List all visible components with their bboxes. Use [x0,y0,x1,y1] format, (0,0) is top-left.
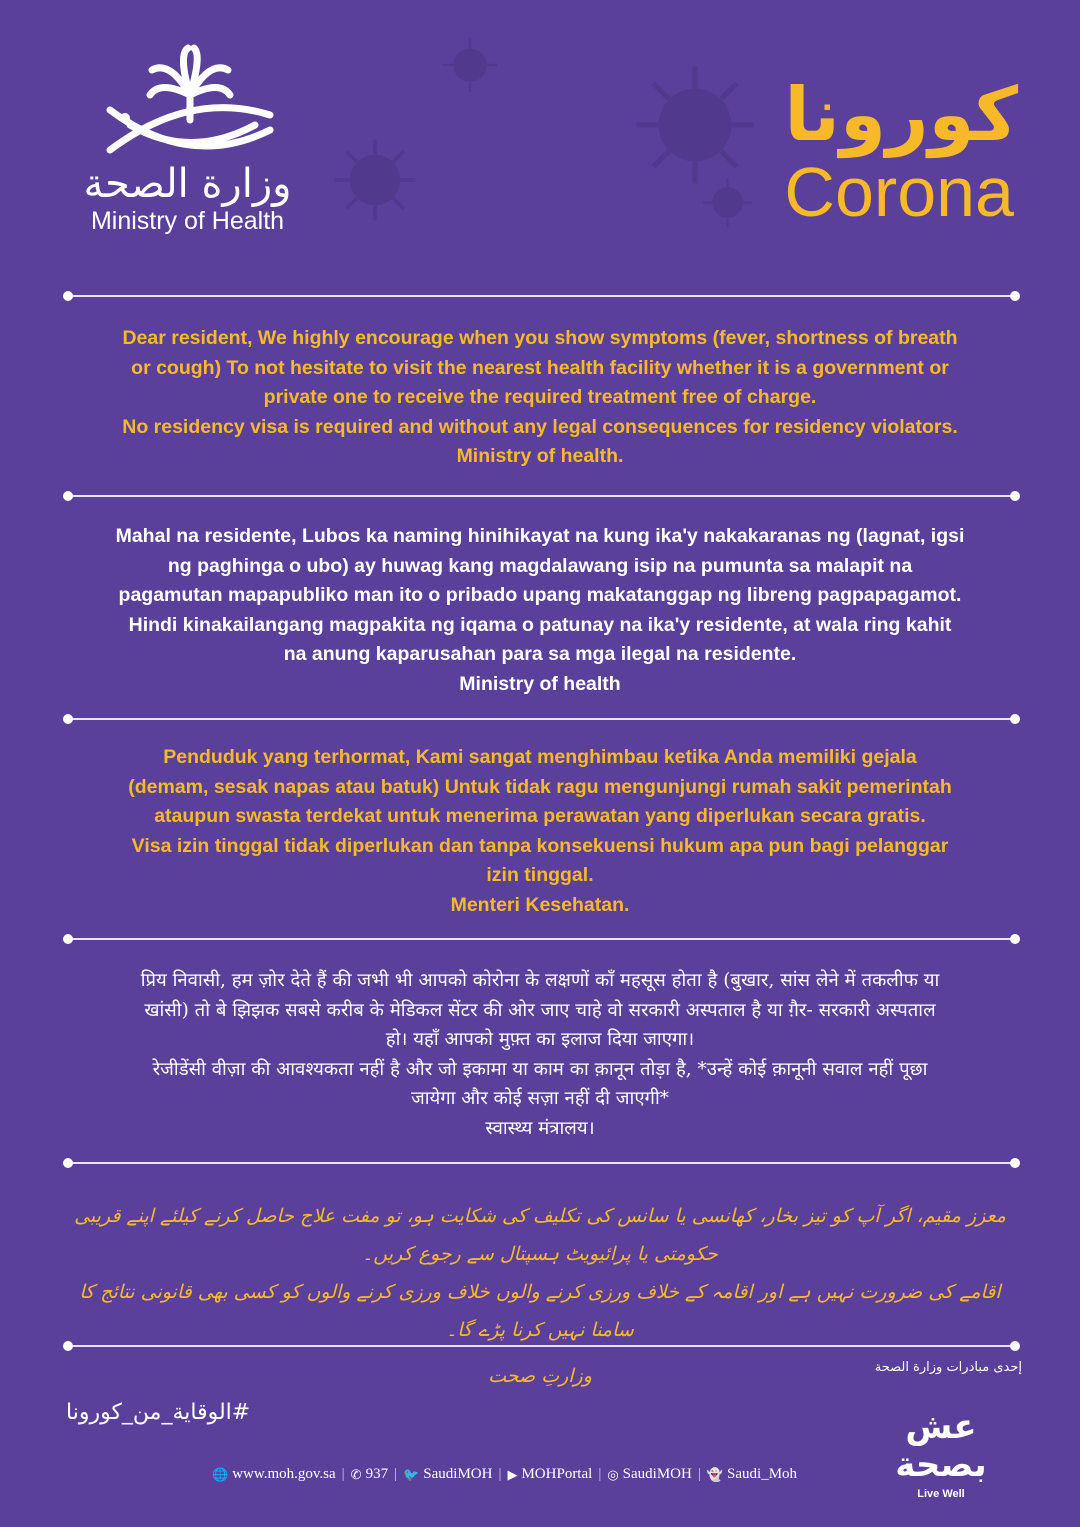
website-link[interactable] [212,1466,336,1483]
separator: | [598,1466,602,1482]
message-line: Mahal na residente, Lubos ka naming hinihikayat na kung ika'y nakakaranas ng (lagnat, igsi [115,525,965,547]
virus-decoration-icon [700,175,755,230]
twitter-icon: 🐦 [403,1466,420,1482]
message-line: (demam, sesak napas atau batuk) Untuk tidak ragu mengunjungi rumah sakit pemerintah [128,775,952,798]
ministry-name-english: Ministry of Health [90,207,285,235]
message-line: ataupun swasta terdekat untuk menerima perawatan yang diperlukan secara gratis. [154,805,926,827]
twitter-link[interactable] [403,1466,492,1483]
divider [68,718,1015,720]
message-line: izin tinggal. [486,864,594,886]
youtube-icon: ▶ [507,1466,518,1482]
message-signature: Ministry of health. [456,445,624,467]
message-line: ng paghinga o ubo) ay huwag kang magdalawang isip na pumunta sa malapit na [167,554,913,577]
separator: | [341,1466,345,1482]
snapchat-link[interactable] [707,1466,797,1483]
message-line: Penduduk yang terhormat, Kami sangat menghimbau ketika Anda memiliki gejala [163,746,917,768]
message-line: प्रिय निवासी, हम ज़ोर देते हैं की जभी भी आपको कोरोना के लक्षणों काँ महसूस होता है (बुखार, सांस लेने में तकलीफ या [140,970,940,991]
message-english [55,324,1025,472]
instagram-link[interactable] [607,1466,692,1483]
message-line: or cough) To not hesitate to visit the nearest health facility whether it is a government or [131,356,949,379]
title-arabic: كورونا [784,72,1018,158]
social-label: 937 [365,1466,389,1482]
social-label: SaudiMOH [423,1466,493,1482]
social-links [212,1466,797,1483]
message-signature: وزارتِ صحت [488,1365,592,1387]
message-signature: Menteri Kesehatan. [450,893,630,916]
instagram-icon: ◎ [607,1466,619,1482]
initiative-note: إحدى مبادرات وزارة الصحة [874,1360,1022,1375]
message-line: No residency visa is required and without any legal consequences for residency violators. [122,415,958,438]
divider [68,295,1015,297]
hashtag[interactable]: #الوقاية_من_كورونا [66,1400,251,1425]
separator: | [394,1466,398,1482]
divider [68,938,1015,940]
separator: | [697,1466,701,1482]
message-indonesian [55,743,1025,920]
social-label: SaudiMOH [622,1466,692,1482]
divider [68,1162,1015,1164]
phone-icon: ✆ [350,1466,362,1482]
message-line: Dear resident, We highly encourage when you show symptoms (fever, shortness of breath [122,327,958,349]
message-line: रेजीडेंसी वीज़ा की आवश्यकता नहीं है और जो इकामा या काम का क़ानून तोड़ा है, *उन्हें कोई क़ानूनी सवाल नहीं पूछा [152,1058,928,1080]
virus-decoration-icon [440,35,500,95]
message-line: Visa izin tinggal tidak diperlukan dan tanpa konsekuensi hukum apa pun bagi pelanggar [131,834,949,857]
live-well-logo [886,1407,996,1500]
message-line: na anung kaparusahan para sa mga ilegal na residente. [283,643,797,665]
ministry-name-arabic: وزارة الصحة [83,161,292,207]
message-line: Hindi kinakailangang magpakita ng iqama o patunay na ika'y residente, at wala ring kahit [128,613,952,636]
message-line: जायेगा और कोई सज़ा नहीं दी जाएगी* [410,1088,670,1109]
snapchat-icon: 👻 [706,1466,724,1482]
globe-icon: 🌐 [212,1466,229,1482]
message-hindi [55,966,1025,1143]
message-signature: Ministry of health [459,672,621,695]
live-well-arabic: عش بصحة [895,1407,987,1485]
social-label: MOHPortal [521,1466,593,1482]
virus-decoration-icon [330,135,420,225]
message-line: معزز مقیم، اگر آپ کو تیز بخار، کھانسی یا سانس کی تکلیف کی شکایت ہو، تو مفت علاج حاصل کرنے کیلئے اپنے قریبی حکومتی یا پرائیویٹ ہسپتال سے رجوع کریں۔ [74,1205,1006,1265]
separator: | [498,1466,502,1482]
divider [68,495,1015,497]
virus-decoration-icon [630,60,760,190]
message-tagalog [55,522,1025,699]
title-english: Corona [784,153,1014,231]
message-line: pagamutan mapapubliko man ito o pribado upang makatanggap ng libreng pagpapagamot. [118,584,962,606]
social-label: Saudi_Moh [727,1466,798,1482]
social-label: www.moh.gov.sa [232,1466,336,1482]
message-line: खांसी) तो बे झिझक सबसे करीब के मेडिकल सेंटर की ओर जाए चाहे वो सरकारी अस्पताल है या ग़ैर- सरकारी अस्पताल [144,999,936,1021]
message-line: हो। यहाँ आपको मुफ़्त का इलाज दिया जाएगा। [385,1029,695,1050]
message-signature: स्वास्थ्य मंत्रालय। [485,1117,595,1139]
phone-link[interactable] [351,1466,388,1483]
live-well-english: Live Well [917,1488,965,1500]
message-line: private one to receive the required treatment free of charge. [263,386,817,408]
message-line: اقامے کی ضرورت نہیں ہے اور اقامہ کے خلاف ورزی کرنے والوں خلاف ورزی کرنے والوں کو کسی بھی قانونی نتائج کا سامنا نہیں کرنا پڑے گا۔ [79,1281,1001,1341]
youtube-link[interactable] [507,1466,592,1483]
